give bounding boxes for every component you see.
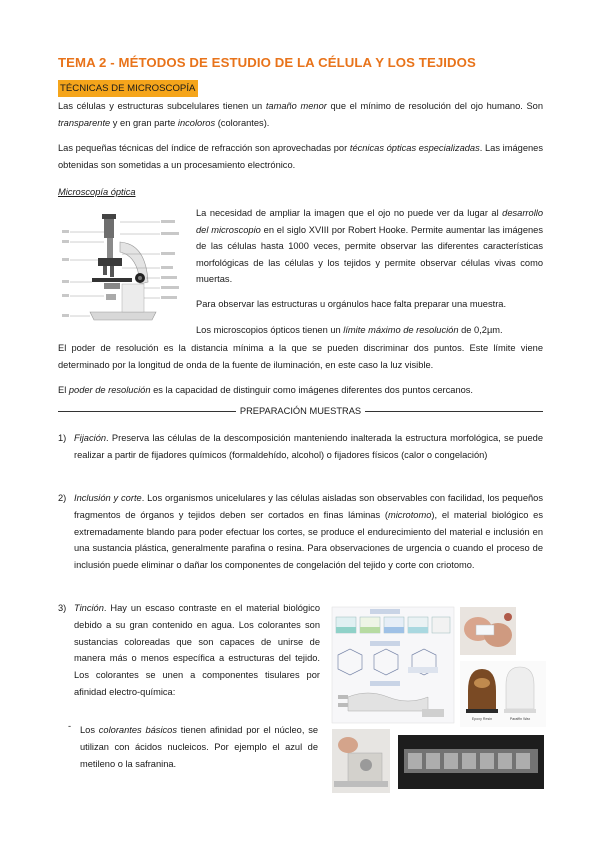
microscope-paragraph: La necesidad de ampliar la imagen que el ojo no puede ver da lugar al desarrollo del microscopio en el siglo XVIII por Robert Hooke. Permite aumentar las imágenes de las células hasta 1000 veces, permite observar las diferentes características morfológicas de las células y los tejidos y permite observar células vivas como muertas. — [196, 208, 543, 284]
item-number: 2) — [58, 493, 67, 503]
list-item-staining: 3) Tinción. Hay un escaso contraste en el material biológico debido a su gran contenido en agua. Los colorantes son sustancias coloreadas que son capaces de unirse de manera más o menos específica a estructuras del tejido. Los colorantes se unen a componentes tisulares por afinidad electro-química: — [58, 600, 320, 701]
page-title: TEMA 2 - MÉTODOS DE ESTUDIO DE LA CÉLULA Y LOS TEJIDOS — [58, 55, 476, 70]
subheading-optical-microscopy: Microscopía óptica — [58, 187, 136, 197]
item-term: Fijación — [74, 433, 107, 443]
item-number: 3) — [58, 603, 67, 613]
microscope-icon — [90, 214, 156, 320]
sample-paragraph: Para observar las estructuras u orgánulos hace falta preparar una muestra. — [196, 299, 507, 309]
paraffin-label: Paraffin Wax — [509, 717, 531, 721]
list-item-fixation: 1) Fijación. Preserva las células de la descomposición manteniendo inalterada la estructura morfológica, se puede realizar a partir de fijadores químicos (formaldehído, alcohol) o fijadores físicos (calor o congelación) — [58, 430, 543, 464]
intro-paragraph: Las células y estructuras subcelulares tienen un tamaño menor que el mínimo de resolución del ojo humano. Son transparente y en gran parte incoloros (colorantes). — [58, 101, 543, 128]
microscope-diagram — [60, 212, 188, 332]
staining-process-diagram — [332, 607, 454, 723]
item-term: Inclusión y corte — [74, 493, 142, 503]
section-divider — [58, 404, 543, 418]
divider-line-right — [365, 411, 543, 412]
refraction-paragraph: Las pequeñas técnicas del índice de refracción son aprovechadas por técnicas ópticas especializadas. Las imágenes obtenidas son sometidas a un procesamiento electrónico. — [58, 143, 543, 170]
bullet-dash: - — [68, 721, 72, 731]
resolving-power-paragraph: El poder de resolución es la capacidad de distinguir como imágenes diferentes dos puntos cercanos. — [58, 385, 474, 395]
section-label: TÉCNICAS DE MICROSCOPÍA — [58, 80, 198, 97]
hands-slide-photo — [460, 607, 516, 655]
item-number: 1) — [58, 433, 67, 443]
embedding-blocks-photo — [460, 661, 546, 727]
divider-label: PREPARACIÓN MUESTRAS — [239, 406, 362, 416]
divider-line-left — [58, 411, 236, 412]
resolution-paragraph: El poder de resolución es la distancia mínima a la que se pueden discriminar dos puntos. Este límite viene determinado por la longitud de onda de la fuente de iluminación, en este caso la luz visible. — [58, 343, 543, 370]
list-item-inclusion: 2) Inclusión y corte. Los organismos unicelulares y las células aisladas son observables con facilidad, los pequeños fragmentos de órganos y tejidos deben ser cortados en finas láminas (microtomo), el material biológico es extremadamente blando para poder efectuar los cortes, se produce el endurecimiento del material e inclusión en una sustancia plástica, generalmente parafina o resina. Para observaciones de urgencia o cuando el proceso de inclusión puede eliminar o dañar los componentes de congelación del tejido y corte con criotomo. — [58, 490, 543, 574]
tissue-ribbon-photo — [398, 735, 544, 789]
microtome-photo — [332, 729, 390, 793]
resolution-limit-paragraph: Los microscopios ópticos tienen un límite máximo de resolución de 0,2µm. — [196, 325, 503, 335]
epoxy-label: Epoxy Resin — [471, 717, 493, 721]
sample-preparation-figures — [328, 605, 548, 800]
bullet-basic-dyes: - Los colorantes básicos tienen afinidad por el núcleo, se utilizan con ácidos nucleicos. Por ejemplo el azul de metileno o la safranina. — [68, 721, 319, 769]
item-term: Tinción — [74, 603, 104, 613]
